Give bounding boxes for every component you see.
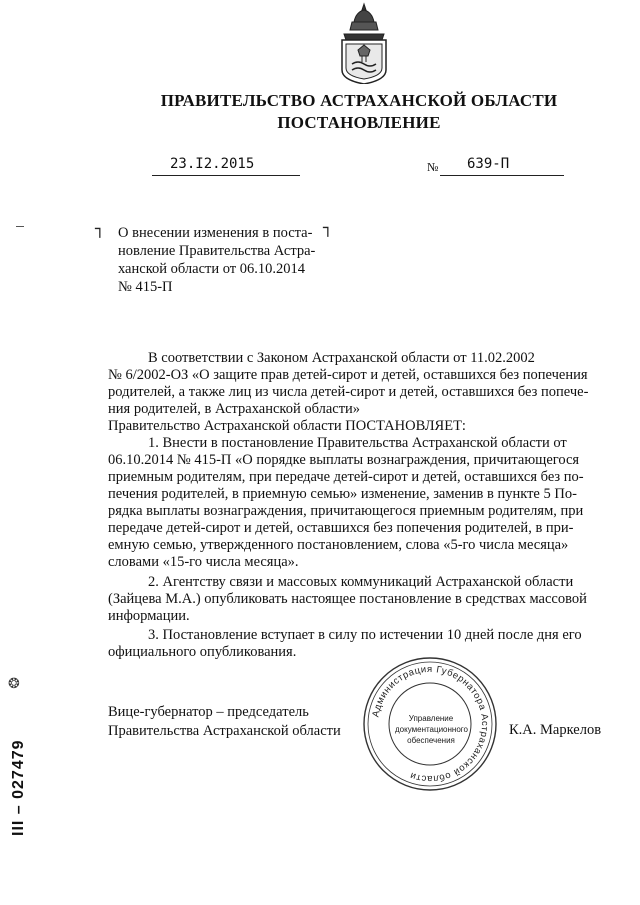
- body-line: Правительство Астраханской области ПОСТАНОВЛЯЕТ:: [108, 418, 466, 434]
- signatory-position: [108, 703, 341, 741]
- body-line: (Зайцева М.А.) опубликовать настоящее постановление в средствах массовой: [108, 591, 587, 607]
- signatory-position-line: Вице-губернатор – председатель: [108, 704, 309, 720]
- document-date: 23.I2.2015: [170, 156, 255, 172]
- body-line: 1. Внести в постановление Правительства Астраханской области от: [148, 435, 567, 451]
- body-line: 06.10.2014 № 415-П «О порядке выплаты вознаграждения, причитающегося: [108, 452, 580, 468]
- subject-line: ханской области от 06.10.2014: [118, 261, 305, 277]
- body-line: родителей, а также лиц из числа детей-сирот и детей, оставшихся без попече-: [108, 384, 589, 400]
- issuing-authority-heading: ПРАВИТЕЛЬСТВО АСТРАХАНСКОЙ ОБЛАСТИ: [160, 91, 558, 110]
- date-underline: [152, 175, 300, 176]
- subject-corner-right-icon: ┐: [323, 218, 333, 237]
- signatory-name: К.А. Маркелов: [509, 722, 602, 738]
- seal-inner-line: документационного: [395, 725, 468, 734]
- body-line: № 6/2002-ОЗ «О защите прав детей-сирот и детей, оставшихся без попечения: [108, 367, 588, 383]
- document-type-heading: ПОСТАНОВЛЕНИЕ: [277, 113, 441, 132]
- signatory-position-line: Правительства Астраханской области: [108, 723, 341, 739]
- margin-ornament-icon: ❂: [8, 677, 20, 692]
- subject-corner-left-icon: ┐: [95, 219, 105, 238]
- document-subject: [118, 224, 350, 296]
- seal-inner-line: Управление: [408, 714, 454, 723]
- body-line: ния родителей, в Астраханской области»: [108, 401, 361, 417]
- subject-line: № 415-П: [118, 279, 173, 295]
- document-number: 639-П: [467, 156, 510, 172]
- body-line: рядка выплаты вознаграждения, причитающегося приемным родителям, при: [108, 503, 584, 519]
- body-line: 2. Агентству связи и массовых коммуникаций Астраханской области: [148, 574, 574, 590]
- body-line: В соответствии с Законом Астраханской области от 11.02.2002: [148, 350, 535, 366]
- body-line: официального опубликования.: [108, 644, 297, 660]
- seal-ring-text: Администрация Губернатора Астраханской области: [370, 663, 491, 785]
- number-underline: [440, 175, 564, 176]
- body-line: емную семью, утвержденного постановлением, слова «5-го числа месяца»: [108, 537, 569, 553]
- body-line: 3. Постановление вступает в силу по истечении 10 дней после дня его: [148, 627, 582, 643]
- body-line: передаче детей-сирот и детей, оставшихся без попечения родителей, в при-: [108, 520, 574, 536]
- astrakhan-coat-of-arms-icon: [332, 0, 396, 84]
- body-line: приемным родителям, при передаче детей-сирот и детей, оставшихся без по-: [108, 469, 584, 485]
- number-label: №: [427, 160, 439, 174]
- margin-tick: [16, 226, 24, 227]
- subject-line: новление Правительства Астра-: [118, 243, 316, 259]
- subject-line: О внесении изменения в поста-: [118, 225, 313, 241]
- body-line: информации.: [108, 608, 190, 624]
- seal-inner-text: [395, 713, 467, 746]
- body-line: печения родителей, в приемную семью» изменение, заменив в пункте 5 По-: [108, 486, 577, 502]
- seal-inner-line: обеспечения: [407, 736, 455, 745]
- body-line: словами «15-го числа месяца».: [108, 554, 299, 570]
- form-serial-number: III – 027479: [10, 739, 27, 836]
